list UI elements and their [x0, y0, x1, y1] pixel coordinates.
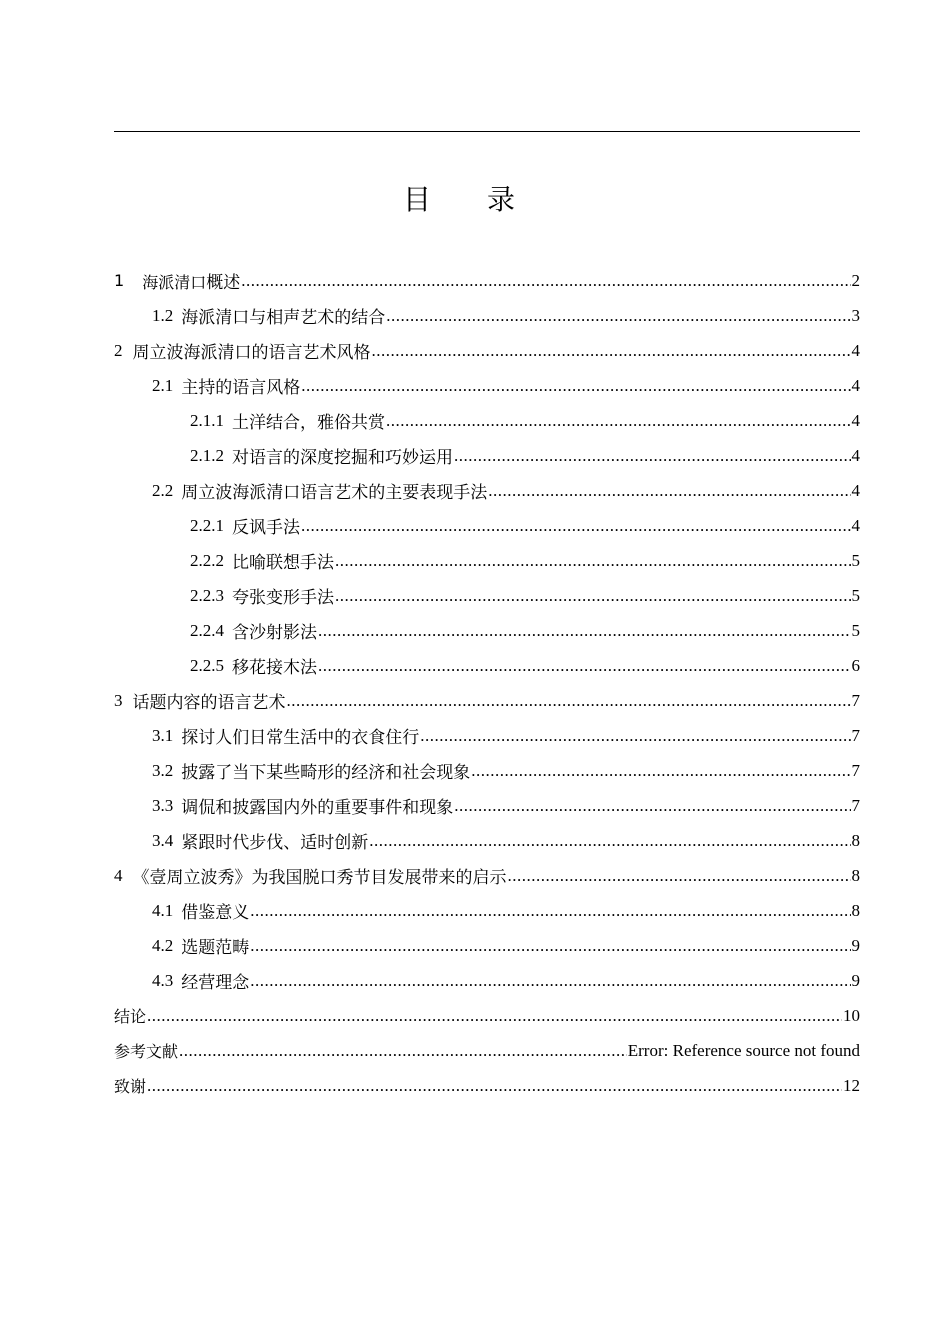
toc-entry-title: 含沙射影法	[232, 623, 317, 642]
dot-leader	[301, 376, 850, 396]
toc-entry-page: 7	[851, 690, 860, 710]
toc-entry-page: 3	[851, 305, 860, 325]
toc-entry-title: 海派清口与相声艺术的结合	[181, 308, 386, 327]
toc-entry[interactable]	[114, 718, 860, 753]
dot-leader	[386, 306, 850, 326]
dot-leader	[488, 481, 850, 501]
toc-entry-page: 5	[851, 620, 860, 640]
dot-leader	[250, 971, 850, 991]
toc-entry-title: 主持的语言风格	[181, 378, 301, 397]
toc-entry-page: 4	[851, 375, 860, 395]
toc-entry-number: 1	[114, 271, 125, 290]
toc-entry[interactable]	[114, 263, 860, 298]
toc-entry-title: 借鉴意义	[181, 903, 250, 922]
toc-entry-page: 12	[843, 1075, 860, 1095]
toc-entry[interactable]	[114, 823, 860, 858]
toc-entry[interactable]	[114, 438, 860, 473]
toc-entry-number: 3.4	[152, 830, 174, 850]
page-title: 目录	[402, 183, 571, 216]
toc-entry[interactable]	[114, 683, 860, 718]
toc-entry[interactable]	[114, 578, 860, 613]
toc-entry-page: 2	[851, 270, 860, 290]
toc-entry-page: Error: Reference source not found	[627, 1040, 860, 1060]
toc-entry[interactable]	[114, 473, 860, 508]
toc-entry-title: 结论	[114, 1007, 147, 1026]
toc-entry-title: 披露了当下某些畸形的经济和社会现象	[181, 763, 471, 782]
toc-entry-number: 2	[114, 340, 123, 360]
toc-entry-number: 2.2.1	[190, 515, 224, 535]
toc-entry-number: 4.3	[152, 970, 174, 990]
toc-entry-title: 周立波海派清口的语言艺术风格	[132, 343, 371, 362]
toc-entry-title: 选题范畴	[181, 938, 250, 957]
toc-entry-page: 10	[843, 1005, 860, 1025]
toc-entry-title-part: 海派清口	[142, 273, 207, 292]
toc-entry-title: 对语言的深度挖掘和巧妙运用	[232, 448, 453, 467]
toc-entry-title: 致谢	[114, 1077, 147, 1096]
toc-entry-number: 4	[114, 865, 123, 885]
table-of-contents	[114, 263, 860, 1103]
toc-entry-title: 夸张变形手法	[232, 588, 334, 607]
toc-entry-number: 4.2	[152, 935, 174, 955]
toc-entry-page: 4	[851, 445, 860, 465]
toc-entry-title	[142, 268, 240, 293]
toc-entry-page: 7	[851, 725, 860, 745]
toc-entry-title: 比喻联想手法	[232, 553, 334, 572]
toc-entry-title: 反讽手法	[232, 518, 300, 537]
toc-entry-page: 8	[851, 830, 860, 850]
toc-entry-page: 5	[851, 550, 860, 570]
dot-leader	[420, 726, 850, 746]
toc-entry[interactable]	[114, 298, 860, 333]
toc-entry-title: 《壹周立波秀》为我国脱口秀节目发展带来的启示	[132, 868, 507, 887]
dot-leader	[250, 901, 850, 921]
dot-leader	[318, 656, 851, 676]
toc-entry[interactable]	[114, 893, 860, 928]
toc-entry-page: 7	[851, 795, 860, 815]
toc-entry-number: 2.2.2	[190, 550, 224, 570]
toc-entry[interactable]	[114, 928, 860, 963]
toc-entry-number: 3.1	[152, 725, 174, 745]
dot-leader	[335, 586, 851, 606]
toc-entry-title: 探讨人们日常生活中的衣食住行	[181, 728, 420, 747]
toc-entry-title-part: 概述	[206, 273, 241, 292]
toc-entry-page: 4	[851, 515, 860, 535]
toc-entry-title: 调侃和披露国内外的重要事件和现象	[181, 798, 454, 817]
toc-entry-page: 6	[851, 655, 860, 675]
toc-entry-number: 3.2	[152, 760, 174, 780]
toc-entry-number: 3.3	[152, 795, 174, 815]
toc-entry[interactable]	[114, 858, 860, 893]
toc-entry[interactable]	[114, 1068, 860, 1103]
toc-entry[interactable]	[114, 613, 860, 648]
toc-entry[interactable]	[114, 368, 860, 403]
toc-entry-title: 话题内容的语言艺术	[132, 693, 286, 712]
toc-entry[interactable]	[114, 998, 860, 1033]
dot-leader	[471, 761, 850, 781]
toc-entry-page: 4	[851, 340, 860, 360]
toc-entry-page: 7	[851, 760, 860, 780]
dot-leader	[250, 936, 850, 956]
dot-leader	[301, 516, 851, 536]
toc-entry-page: 8	[851, 900, 860, 920]
toc-entry-number: 1.2	[152, 305, 174, 325]
toc-entry-title: 经营理念	[181, 973, 250, 992]
toc-entry[interactable]	[114, 403, 860, 438]
toc-entry[interactable]	[114, 333, 860, 368]
toc-entry-page: 5	[851, 585, 860, 605]
toc-entry[interactable]	[114, 508, 860, 543]
toc-entry-title: 参考文献	[114, 1042, 179, 1061]
dot-leader	[179, 1041, 627, 1061]
dot-leader	[335, 551, 851, 571]
toc-entry-title: 紧跟时代步伐、适时创新	[181, 833, 369, 852]
toc-entry-number: 2.1.1	[190, 410, 224, 430]
dot-leader	[147, 1006, 842, 1026]
toc-entry[interactable]	[114, 1033, 860, 1068]
toc-entry-title: 移花接木法	[232, 658, 317, 677]
toc-entry[interactable]	[114, 543, 860, 578]
toc-entry-page: 9	[851, 970, 860, 990]
dot-leader	[147, 1076, 842, 1096]
dot-leader	[386, 411, 851, 431]
toc-entry-number: 2.2.4	[190, 620, 224, 640]
dot-leader	[372, 341, 851, 361]
dot-leader	[454, 796, 850, 816]
dot-leader	[454, 446, 851, 466]
toc-entry-page: 4	[851, 410, 860, 430]
dot-leader	[287, 691, 851, 711]
toc-entry-page: 4	[851, 480, 860, 500]
toc-entry-number: 4.1	[152, 900, 174, 920]
dot-leader	[508, 866, 851, 886]
toc-entry-number: 2.2.3	[190, 585, 224, 605]
toc-entry-number: 2.2.5	[190, 655, 224, 675]
toc-entry-number: 2.1	[152, 375, 174, 395]
toc-entry-page: 9	[851, 935, 860, 955]
toc-entry[interactable]	[114, 648, 860, 683]
toc-entry[interactable]	[114, 963, 860, 998]
dot-leader	[318, 621, 851, 641]
dot-leader	[241, 271, 850, 291]
dot-leader	[369, 831, 850, 851]
header-rule	[114, 131, 860, 132]
toc-entry-page: 8	[851, 865, 860, 885]
toc-entry-title: 周立波海派清口语言艺术的主要表现手法	[181, 483, 488, 502]
toc-entry[interactable]	[114, 753, 860, 788]
toc-entry[interactable]	[114, 788, 860, 823]
toc-entry-title: 土洋结合，雅俗共赏	[232, 413, 385, 432]
toc-entry-number: 2.1.2	[190, 445, 224, 465]
toc-entry-number: 3	[114, 690, 123, 710]
toc-entry-number: 2.2	[152, 480, 174, 500]
